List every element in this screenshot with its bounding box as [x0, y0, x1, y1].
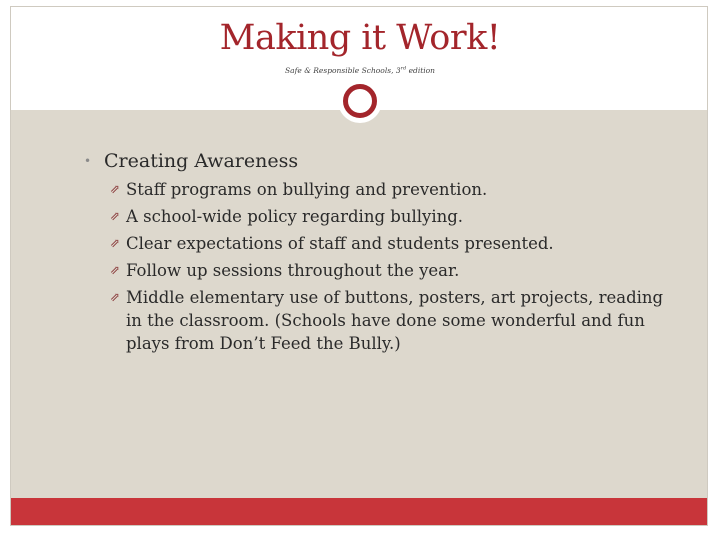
- list-item-text: Clear expectations of staff and students presented.: [126, 234, 554, 253]
- list-item: [110, 286, 664, 355]
- list-item: [110, 205, 664, 228]
- slide-subtitle: [0, 66, 720, 76]
- heading-text: Creating Awareness: [104, 150, 299, 172]
- list-item: [110, 178, 664, 201]
- arrow-bullet-icon: ⇗: [110, 290, 121, 304]
- sub-bullet-list: [84, 178, 664, 355]
- arrow-bullet-icon: ⇗: [110, 236, 121, 250]
- list-item-text: Staff programs on bullying and prevention.: [126, 180, 488, 199]
- slide-title: Making it Work!: [219, 18, 501, 58]
- bullet-dot-icon: •: [84, 154, 92, 168]
- subtitle-tail: edition: [406, 66, 435, 75]
- ring-ornament-icon: [338, 79, 382, 123]
- subtitle-superscript: rd: [400, 65, 407, 72]
- bullet-content: [84, 148, 664, 359]
- arrow-bullet-icon: ⇗: [110, 263, 121, 277]
- arrow-bullet-icon: ⇗: [110, 209, 121, 223]
- subtitle-text: Safe & Responsible Schools, 3: [285, 66, 401, 75]
- list-item-text: A school-wide policy regarding bullying.: [126, 207, 464, 226]
- list-item: [110, 232, 664, 255]
- ring-ornament-inner: [343, 84, 377, 118]
- list-item-text: Middle elementary use of buttons, posters, art projects, reading in the classroom. (Schools have done some wonderful and fun plays from Don’t Feed the Bully.): [126, 288, 664, 353]
- bullet-heading: [84, 148, 664, 174]
- list-item: [110, 259, 664, 282]
- arrow-bullet-icon: ⇗: [110, 182, 121, 196]
- list-item-text: Follow up sessions throughout the year.: [126, 261, 460, 280]
